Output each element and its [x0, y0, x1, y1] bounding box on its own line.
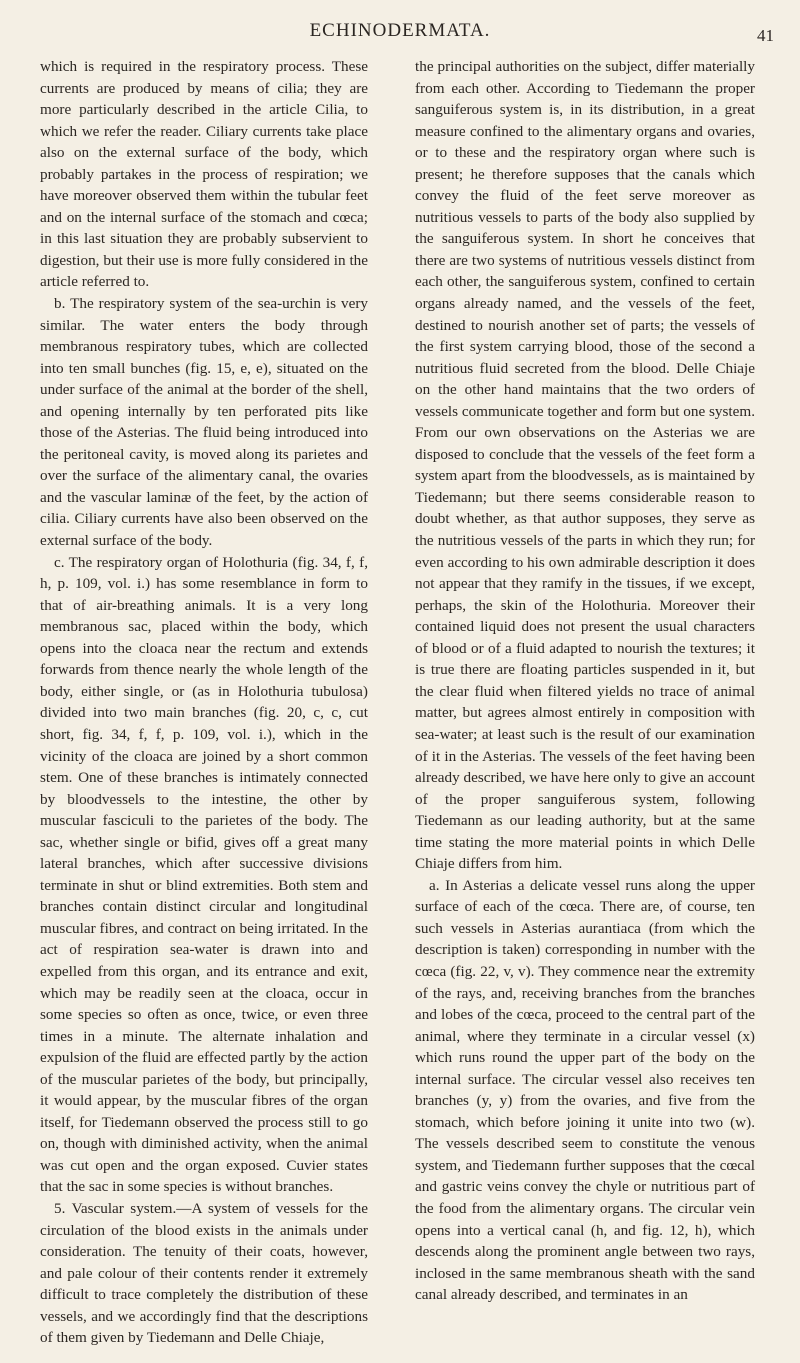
running-title: ECHINODERMATA. [309, 20, 491, 41]
right-paragraph-2: a. In Asterias a delicate vessel runs along the upper surface of each of the cœca. There are, of course, ten such vessels in Asterias aurantiaca (from which the description is taken) corresponding in number with the cœca (fig. 22, v, v). They commence near the extremity of the rays, and, receiving branches from the branches and lobes of the cœca, proceed to the central part of the animal, where they terminate in a circular vessel (x) which runs round the upper part of the body on the internal surface. The circular vessel also receives ten branches (y, y) from the ovaries, and five from the stomach, which before joining it unite into two (w). The vessels described seem to constitute the venous system, and Tiedemann further supposes that the cœcal and gastric veins convey the chyle or nutritious part of the food from the alimentary organs. The circular vein opens into a vertical canal (h, and fig. 12, h), which descends along the prominent angle between two rays, inclosed in the same membranous sheath with the sand canal already described, and terminates in an [415, 876, 755, 1304]
left-paragraph-1: which is required in the respiratory process. These currents are produced by means of cilia; they are more particularly described in the article Cilia, to which we refer the reader. Ciliary currents take place also on the external surface of the body, which probably partakes in the process of respiration; we have moreover observed them within the tubular feet and on the internal surface of the stomach and cœca; in this last situation they are probably subservient to digestion, but their use is more fully considered in the article referred to. [40, 58, 368, 291]
right-paragraph-1: the principal authorities on the subject, differ materially from each other. According to Tiedemann the proper sanguiferous system is, in its distribution, in a great measure confined to the alimentary organs and ovaries, or to these and the respiratory organ where such is present; he therefore supposes that the canals which convey the fluid of the feet serve moreover as nutritious vessels to parts of the body also supplied by the sanguiferous system. In short he conceives that there are two systems of nutritious vessels distinct from each other, the sanguiferous system, confined to certain organs already named, and the vessels of the feet, destined to nourish another set of parts; the vessels of the first system carrying blood, those of the second a nutritious fluid secreted from the blood. Delle Chiaje on the other hand maintains that the two orders of vessels communicate together and form but one system. From our own observations on the Asterias we are disposed to conclude that the vessels of the feet form a system apart from the bloodvessels, as is maintained by Tiedemann; but there seems considerable reason to doubt whether, as that author supposes, they serve as the nutritious vessels of the parts in which they run; for even according to his own admirable description it does not appear that they ramify in the tissues, if we except, perhaps, the skin of the Holothuria. Moreover their contained liquid does not present the usual characters of blood or of a fluid adapted to nourish the textures; it is true there are floating particles suspended in it, but the clear fluid when filtered yields no trace of animal matter, but agrees almost entirely in composition with sea-water; at least such is the result of our examination of it in the Asterias. The vessels of the feet having been already described, we have here only to give an account of the proper sanguiferous system, following Tiedemann as our leading authority, but at the same time stating the more material points in which Delle Chiaje differs from him. [415, 58, 755, 873]
left-paragraph-3: c. The respiratory organ of Holothuria (fig. 34, f, f, h, p. 109, vol. i.) has some resemblance in form to that of air-breathing animals. It is a very long membranous sac, placed within the body, which opens into the cloaca near the rectum and extends forwards from thence nearly the whole length of the body, either single, or (as in Holothuria tubulosa) divided into two main branches (fig. 20, c, c, cut short, fig. 34, f, f, p. 109, vol. i.), which in the vicinity of the cloaca are joined by a short common stem. One of these branches is intimately connected by bloodvessels to the intestine, the other by muscular fasciculi to the parietes of the body. The sac, whether single or bifid, gives off a great many lateral branches, which after successive divisions terminate in shut or blind extremities. Both stem and branches contain distinct circular and longitudinal muscular fibres, and contract on being irritated. In the act of respiration sea-water is drawn into and expelled from this organ, and its entrance and exit, which may be readily seen at the cloaca, occur in some species so often as once, twice, or even three times in a minute. The alternate inhalation and expulsion of the fluid are effected partly by the action of the muscular parietes of the body, but principally, it would appear, by the muscular fibres of the organ itself, for Tiedemann observed the process still to go on, though with diminished activity, when the animal was cut open and the organ exposed. Cuvier states that the sac in some species is without branches. [40, 553, 368, 1196]
left-paragraph-4: 5. Vascular system.—A system of vessels for the circulation of the blood exists in the animals under consideration. The tenuity of their coats, however, and pale colour of their contents render it extremely difficult to trace completely the distribution of these vessels, and we accordingly find that the descriptions of them given by Tiedemann and Delle Chiaje, [40, 1199, 368, 1347]
left-paragraph-2: b. The respiratory system of the sea-urchin is very similar. The water enters the body through membranous respiratory tubes, which are collected into ten small bunches (fig. 15, e, e), situated on the under surface of the animal at the border of the shell, and opening internally by ten perforated pits like those of the Asterias. The fluid being introduced into the peritoneal cavity, is moved along its parietes and over the surface of the alimentary canal, the ovaries and the vascular laminæ of the feet, by the action of cilia. Ciliary currents have also been observed on the external surface of the body. [40, 295, 368, 550]
right-column [415, 56, 755, 1306]
left-column [40, 56, 368, 1349]
page-number: 41 [757, 26, 774, 45]
page-header [0, 20, 800, 54]
